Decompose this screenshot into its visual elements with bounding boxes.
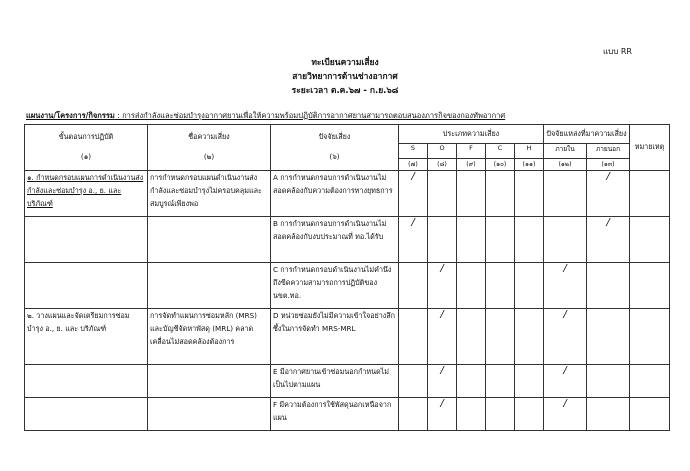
- mark-c: [486, 398, 515, 431]
- mark-h: [515, 365, 544, 398]
- mark-external: /: [587, 217, 630, 263]
- mark-s: [399, 263, 428, 309]
- factor-cell: B การกำหนดกรอบการดำเนินงานไม่สอดคล้องกับงบประมาณที่ ทอ.ได้รับ: [271, 217, 399, 263]
- type-c-label: C: [486, 144, 515, 159]
- type-h-num: (๑๑): [515, 159, 544, 171]
- risk-name-cell: [148, 263, 271, 309]
- header-factor: ปัจจัยเสี่ยง (๖): [271, 125, 399, 171]
- mark-o: /: [428, 398, 457, 431]
- mark-internal: /: [544, 365, 587, 398]
- mark-o: /: [428, 309, 457, 365]
- mark-c: [486, 263, 515, 309]
- mark-h: [515, 309, 544, 365]
- table-row: [25, 309, 670, 365]
- mark-internal: [544, 217, 587, 263]
- mark-internal: [544, 171, 587, 217]
- risk-name-cell: การจัดทำแผนการซ่อมหลัก (MRS) และบัญชีจัดหาพัสดุ (MRL) คลาดเคลื่อนไม่สอดคล้องต้องการ: [148, 309, 271, 365]
- remark-cell: [630, 309, 670, 365]
- step-cell: ๑. กำหนดกรอบแผนการดำเนินงานส่งกำลังและซ่อมบำรุง อ., ย. และ บริภัณฑ์: [25, 171, 148, 217]
- source-external-num: (๑๓): [587, 159, 630, 171]
- remark-cell: [630, 263, 670, 309]
- risk-register-table: [24, 124, 670, 431]
- step-cell: [25, 398, 148, 431]
- factor-cell: D หน่วยซ่อมยังไม่มีความเข้าใจอย่างลึกซึ้งในการจัดทำ MRS-MRL: [271, 309, 399, 365]
- mark-f: [457, 171, 486, 217]
- plan-value: : การส่งกำลังและซ่อมบำรุงอากาศยานเพื่อให้ความพร้อมปฏิบัติการอากาศยานสามารถตอบสนองภารกิจของกองทัพอากาศ: [114, 111, 506, 120]
- remark-cell: [630, 171, 670, 217]
- mark-s: [399, 398, 428, 431]
- mark-h: [515, 398, 544, 431]
- mark-h: [515, 263, 544, 309]
- type-s-label: S: [399, 144, 428, 159]
- type-f-label: F: [457, 144, 486, 159]
- mark-f: [457, 398, 486, 431]
- step-cell: ๒. วางแผนและจัดเตรียมการซ่อมบำรุง อ., ย. และ บริภัณฑ์: [25, 309, 148, 365]
- risk-name-cell: การกำหนดกรอบแผนดำเนินงานส่งกำลังและซ่อมบำรุงไม่ครอบคลุมและสมบูรณ์เพียงพอ: [148, 171, 271, 217]
- mark-s: [399, 309, 428, 365]
- source-internal-label: ภายใน: [544, 144, 587, 159]
- type-s-num: (๗): [399, 159, 428, 171]
- table-row: [25, 365, 670, 398]
- mark-s: /: [399, 217, 428, 263]
- mark-f: [457, 309, 486, 365]
- mark-s: /: [399, 171, 428, 217]
- mark-f: [457, 217, 486, 263]
- mark-external: [587, 365, 630, 398]
- source-internal-num: (๑๒): [544, 159, 587, 171]
- mark-h: [515, 171, 544, 217]
- mark-o: /: [428, 365, 457, 398]
- header-risk-type: ประเภทความเสี่ยง: [399, 125, 544, 144]
- risk-name-cell: [148, 398, 271, 431]
- type-o-num: (๘): [428, 159, 457, 171]
- type-h-label: H: [515, 144, 544, 159]
- mark-f: [457, 365, 486, 398]
- table-row: [25, 217, 670, 263]
- header-source: ปัจจัยแหล่งที่มาความเสี่ยง: [544, 125, 630, 144]
- page-title: ทะเบียนความเสี่ยง: [311, 58, 379, 68]
- type-o-label: O: [428, 144, 457, 159]
- mark-c: [486, 365, 515, 398]
- plan-label: แผนงาน/โครงการ/กิจกรรม: [26, 111, 115, 120]
- step-cell: [25, 263, 148, 309]
- risk-name-cell: [148, 365, 271, 398]
- table-row: [25, 398, 670, 431]
- header-risk-name: ชื่อความเสี่ยง (๒): [148, 125, 271, 171]
- step-cell: [25, 365, 148, 398]
- mark-c: [486, 309, 515, 365]
- table-row: [25, 263, 670, 309]
- factor-cell: A การกำหนดกรอบการดำเนินงานไม่สอดคล้องกับความต้องการทางยุทธการ: [271, 171, 399, 217]
- page-subtitle: สายวิทยาการด้านช่างอากาศ: [292, 72, 398, 82]
- source-external-label: ภายนอก: [587, 144, 630, 159]
- factor-cell: F มีความต้องการใช้พัสดุนอกเหนือจากแผน: [271, 398, 399, 431]
- mark-s: [399, 365, 428, 398]
- mark-internal: /: [544, 398, 587, 431]
- period: ระยะเวลา ต.ค.๖๗ - ก.ย.๖๘: [291, 86, 399, 96]
- step-cell: [25, 217, 148, 263]
- mark-external: [587, 263, 630, 309]
- mark-c: [486, 171, 515, 217]
- plan-line: [26, 110, 505, 122]
- mark-o: [428, 171, 457, 217]
- remark-cell: [630, 365, 670, 398]
- factor-cell: C การกำหนดกรอบดำเนินงานไม่คำนึงถึงขีดความสามารถการปฏิบัติของ นขต.ทอ.: [271, 263, 399, 309]
- type-c-num: (๑๐): [486, 159, 515, 171]
- header-step: ขั้นตอนการปฏิบัติ (๑): [25, 125, 148, 171]
- mark-external: /: [587, 171, 630, 217]
- factor-cell: E มีอากาศยานเข้าซ่อมนอกกำหนดไม่เป็นไปตามแผน: [271, 365, 399, 398]
- mark-external: [587, 398, 630, 431]
- remark-cell: [630, 217, 670, 263]
- mark-c: [486, 217, 515, 263]
- mark-o: [428, 217, 457, 263]
- remark-cell: [630, 398, 670, 431]
- mark-h: [515, 217, 544, 263]
- form-code: แบบ RR: [603, 47, 632, 56]
- mark-f: [457, 263, 486, 309]
- mark-internal: /: [544, 263, 587, 309]
- table-row: [25, 171, 670, 217]
- mark-internal: /: [544, 309, 587, 365]
- mark-external: [587, 309, 630, 365]
- header-remark: หมายเหตุ: [630, 125, 670, 171]
- type-f-num: (๙): [457, 159, 486, 171]
- mark-o: /: [428, 263, 457, 309]
- risk-name-cell: [148, 217, 271, 263]
